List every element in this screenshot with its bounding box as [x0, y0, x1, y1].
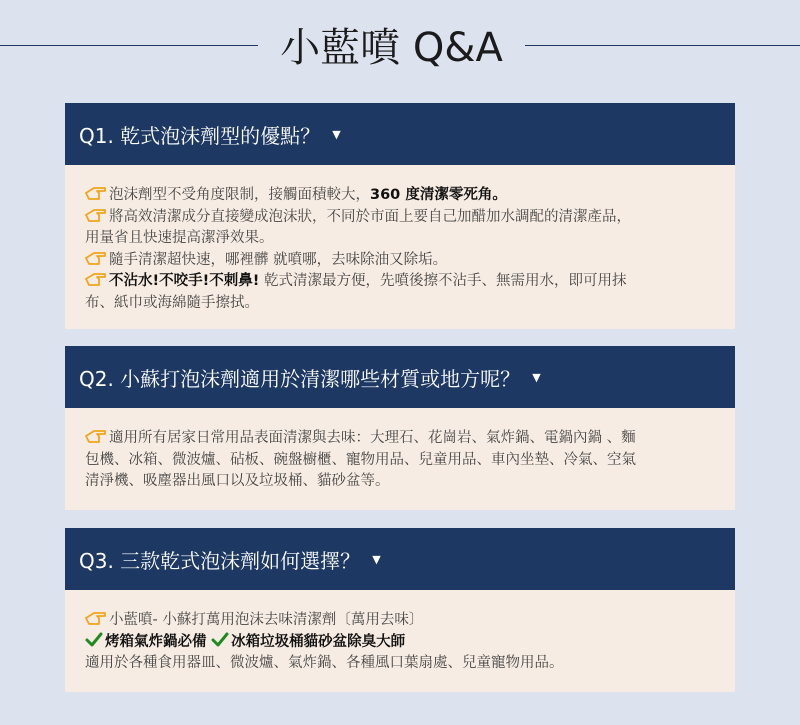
pointing-hand-icon: [85, 610, 107, 626]
qa-item-2: [65, 346, 735, 510]
answer-line: 小藍噴- 小蘇打萬用泡沫去味清潔劑〔萬用去味〕: [85, 610, 709, 632]
page-title: 小藍噴 Q&A: [280, 25, 503, 71]
question-text: Q2. 小蘇打泡沫劑適用於清潔哪些材質或地方呢？: [79, 366, 521, 391]
pointing-hand-icon: [85, 250, 107, 266]
question-text: Q1. 乾式泡沫劑型的優點？: [79, 123, 321, 148]
answer-line: 適用所有居家日常用品表面清潔與去味：大理石、花崗岩、氣炸鍋、電鍋內鍋 、麵: [85, 428, 709, 450]
check-mark-icon: [85, 632, 103, 648]
header-rule-right: [525, 45, 800, 46]
question-toggle-2[interactable]: [65, 346, 735, 408]
pointing-hand-icon: [85, 185, 107, 201]
header-rule-left: [0, 45, 258, 46]
qa-item-3: [65, 528, 735, 692]
qa-item-1: [65, 103, 735, 329]
pointing-hand-icon: [85, 271, 107, 287]
answer-line: 包機、冰箱、微波爐、砧板、碗盤櫥櫃、寵物用品、兒童用品、車內坐墊、冷氣、空氣: [85, 451, 636, 468]
caret-down-icon: ▼: [532, 370, 541, 384]
answer-line: 布、紙巾或海綿隨手擦拭。: [85, 294, 259, 311]
caret-down-icon: ▼: [372, 552, 381, 566]
question-toggle-1[interactable]: [65, 103, 735, 165]
pointing-hand-icon: [85, 207, 107, 223]
page-header: [0, 18, 800, 78]
answer-panel-1: [65, 165, 735, 329]
answer-line: 清淨機、吸塵器出風口以及垃圾桶、貓砂盆等。: [85, 473, 390, 489]
answer-line: 將高效清潔成分直接變成泡沫狀，不同於市面上要自己加醋加水調配的清潔產品，: [85, 207, 709, 229]
check-mark-icon: [211, 632, 229, 648]
answer-line: 不沾水!不咬手!不刺鼻! 乾式清潔最方便，先噴後擦不沾手、無需用水，即可用抹: [85, 271, 709, 293]
question-toggle-3[interactable]: [65, 528, 735, 590]
pointing-hand-icon: [85, 428, 107, 444]
caret-down-icon: ▼: [332, 127, 341, 141]
answer-line: 烤箱氣炸鍋必備 冰箱垃圾桶貓砂盆除臭大師: [85, 632, 709, 654]
answer-panel-3: [65, 590, 735, 692]
answer-line: 泡沫劑型不受角度限制，接觸面積較大，360 度清潔零死角。: [85, 185, 709, 207]
question-text: Q3. 三款乾式泡沫劑如何選擇？: [79, 548, 361, 573]
answer-line: 隨手清潔超快速，哪裡髒 就噴哪，去味除油又除垢。: [85, 250, 709, 272]
answer-line: 適用於各種食用器皿、微波爐、氣炸鍋、各種風口葉扇處、兒童寵物用品。: [85, 655, 564, 671]
answer-panel-2: [65, 408, 735, 510]
answer-line: 用量省且快速提高潔淨效果。: [85, 230, 274, 246]
